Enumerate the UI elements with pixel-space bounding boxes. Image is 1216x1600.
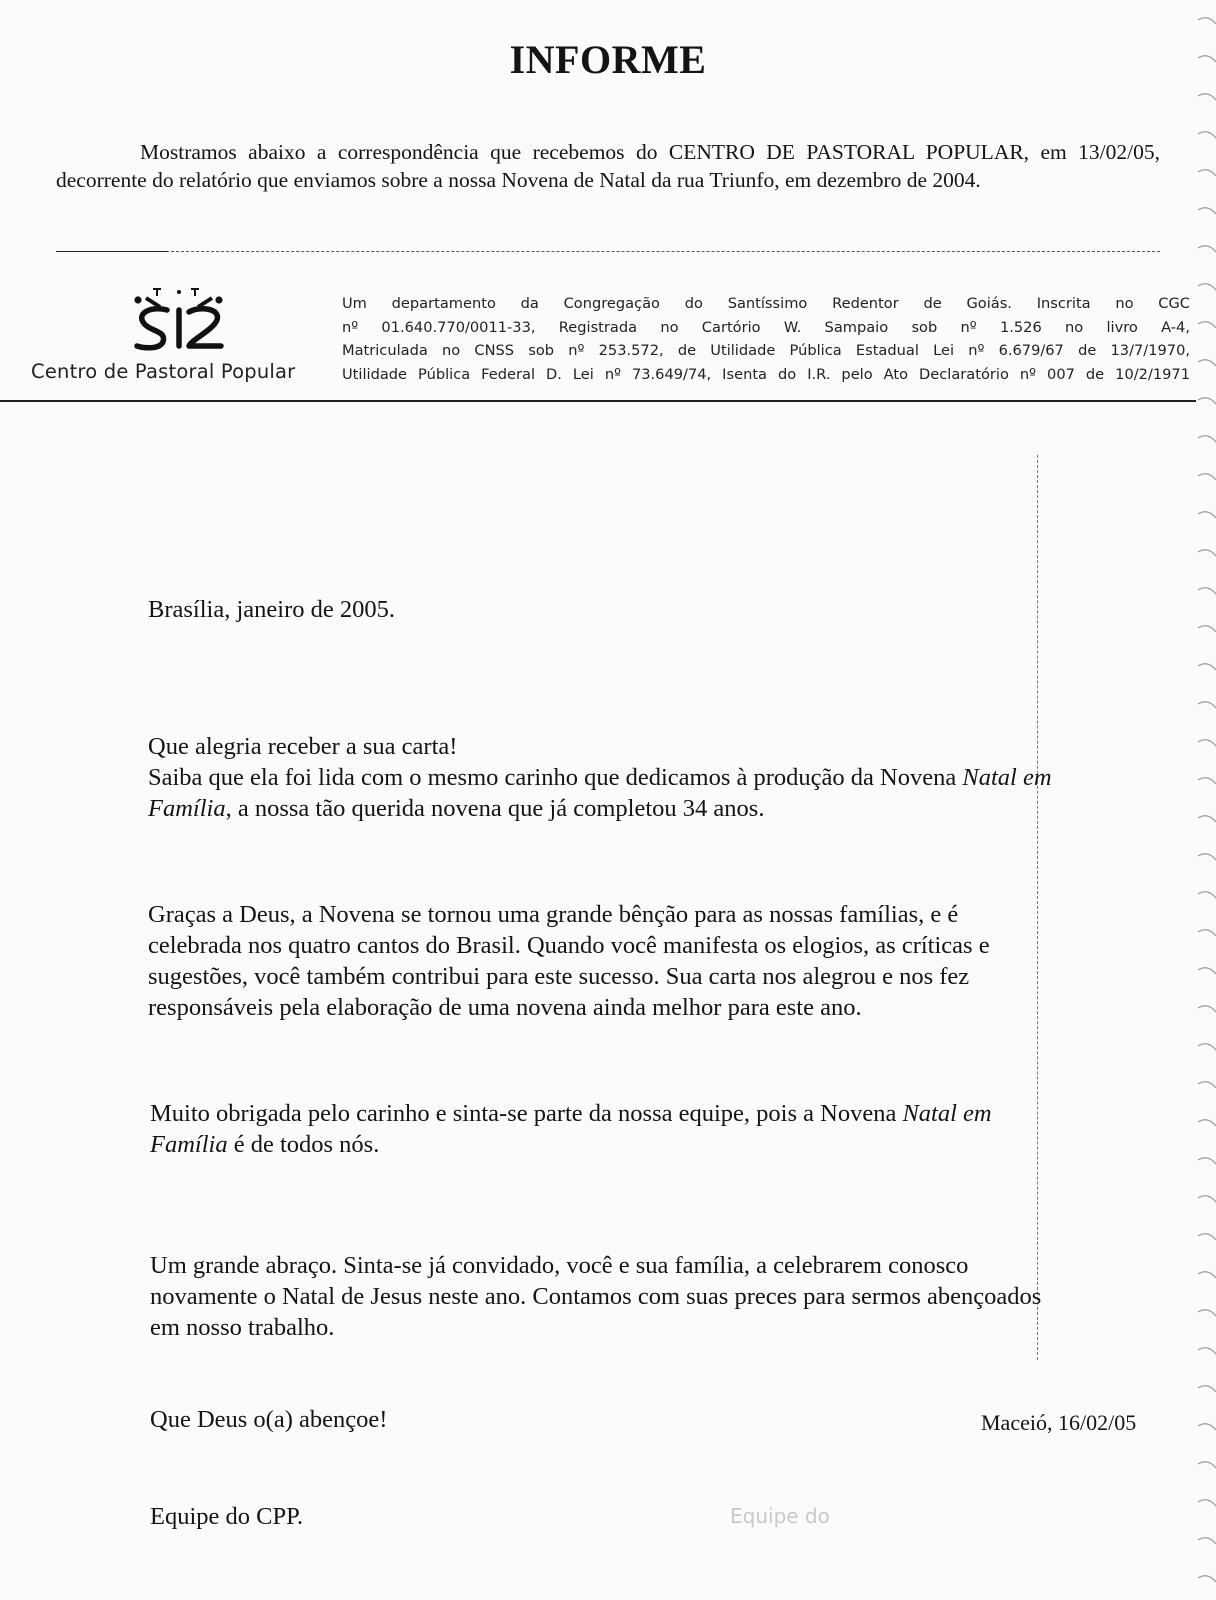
binding-hole <box>1198 170 1216 176</box>
org-name: Centro de Pastoral Popular <box>31 360 296 383</box>
letter-text-part: Saiba que ela foi lida com o mesmo carinho que dedicamos à produção da Novena <box>148 764 963 791</box>
binding-hole <box>1198 322 1216 328</box>
binding-hole <box>1198 968 1216 974</box>
binding-hole <box>1198 436 1216 442</box>
letterhead-rule <box>0 400 1196 402</box>
letterhead-line: nº 01.640.770/0011-33, Registrada no Cartório W. Sampaio sob nº 1.526 no livro A-4, <box>342 318 1190 336</box>
binding-hole <box>1198 1576 1216 1582</box>
letter-paragraph-3 <box>150 1098 1060 1160</box>
binding-hole <box>1198 588 1216 594</box>
binding-hole <box>1198 1196 1216 1202</box>
binding-hole <box>1198 1386 1216 1392</box>
letterhead-line: Matriculada no CNSS sob nº 253.572, de Utilidade Pública Estadual Lei nº 6.679/67 de 13/7/1970, <box>342 342 1190 359</box>
binding-hole <box>1198 1082 1216 1088</box>
letter-text-part: é de todos nós. <box>227 1131 380 1158</box>
page-title: INFORME <box>509 37 707 82</box>
binding-hole <box>1198 1006 1216 1012</box>
letter-paragraph-4: Um grande abraço. Sinta-se já convidado, você e sua família, a celebrarem conosco novamente o Natal de Jesus neste ano. Contamos com suas preces para sermos abençoados em nosso trabalho. <box>150 1252 1042 1341</box>
binding-hole <box>1198 208 1216 214</box>
intro-paragraph: Mostramos abaixo a correspondência que recebemos do CENTRO DE PASTORAL POPULAR, em 13/02/05, decorrente do relatório que enviamos sobre a nossa Novena de Natal da rua Triunfo, em dezembro de 2004. <box>56 140 1160 192</box>
novena-title: Natal em Família <box>150 1100 992 1158</box>
binding-hole <box>1198 246 1216 252</box>
binding-hole <box>1198 56 1216 62</box>
binding-hole <box>1198 1538 1216 1544</box>
binding-hole <box>1198 740 1216 746</box>
letterhead-line: Utilidade Pública Federal D. Lei nº 73.649/74, Isenta do I.R. pelo Ato Declaratório nº 007 de 10/2/1971 <box>342 365 1190 383</box>
binding-hole <box>1198 1348 1216 1354</box>
letter-text <box>148 762 1058 824</box>
binding-hole <box>1198 854 1216 860</box>
binding-hole <box>1198 892 1216 898</box>
letter-text-part: , a nossa tão querida novena que já completou 34 anos. <box>225 795 765 822</box>
binding-hole <box>1198 1424 1216 1430</box>
binding-hole <box>1198 930 1216 936</box>
binding-hole <box>1198 1158 1216 1164</box>
binding-hole <box>1198 1234 1216 1240</box>
bleed-through-text: Equipe do <box>730 1504 830 1528</box>
letter-signature: Equipe do CPP. <box>150 1503 304 1530</box>
binding-hole <box>1198 1044 1216 1050</box>
binding-hole <box>1198 702 1216 708</box>
letter-closing: Que Deus o(a) abençoe! <box>150 1406 388 1433</box>
binding-hole <box>1198 398 1216 404</box>
binding-holes <box>1176 0 1216 1600</box>
novena-title: Natal em Família <box>148 764 1052 822</box>
binding-hole <box>1198 284 1216 290</box>
letter-paragraph-2: Graças a Deus, a Novena se tornou uma grande bênção para as nossas famílias, e é celebrada nos quatro cantos do Brasil. Quando você manifesta os elogios, as críticas e sugestões, você também contribui para este sucesso. Sua carta nos alegrou e nos fez responsáveis pela elaboração de uma novena ainda melhor para este ano. <box>148 901 990 1021</box>
binding-hole <box>1198 816 1216 822</box>
binding-hole <box>1198 626 1216 632</box>
binding-hole <box>1198 664 1216 670</box>
binding-hole <box>1198 1462 1216 1468</box>
binding-hole <box>1198 1272 1216 1278</box>
siz-logo-icon <box>133 286 225 352</box>
letterhead-line: Um departamento da Congregação do Santíssimo Redentor de Goiás. Inscrita no CGC <box>342 295 1190 312</box>
footer-date: Maceió, 16/02/05 <box>981 1410 1137 1435</box>
binding-hole <box>1198 1120 1216 1126</box>
binding-hole <box>1198 474 1216 480</box>
letter-paragraph-1 <box>148 731 1058 824</box>
binding-hole <box>1198 1500 1216 1506</box>
letter-greeting: Que alegria receber a sua carta! <box>148 733 458 760</box>
binding-hole <box>1198 360 1216 366</box>
binding-hole <box>1198 132 1216 138</box>
letterhead-details <box>342 292 1190 386</box>
binding-hole <box>1198 550 1216 556</box>
binding-hole <box>1198 778 1216 784</box>
letter-place-date: Brasília, janeiro de 2005. <box>148 596 395 623</box>
binding-hole <box>1198 18 1216 24</box>
separator-dashed <box>56 251 1160 252</box>
letter-text-part: Muito obrigada pelo carinho e sinta-se parte da nossa equipe, pois a Novena <box>150 1100 903 1127</box>
binding-hole <box>1198 512 1216 518</box>
separator-solid <box>56 251 168 252</box>
binding-hole <box>1198 1310 1216 1316</box>
binding-hole <box>1198 94 1216 100</box>
